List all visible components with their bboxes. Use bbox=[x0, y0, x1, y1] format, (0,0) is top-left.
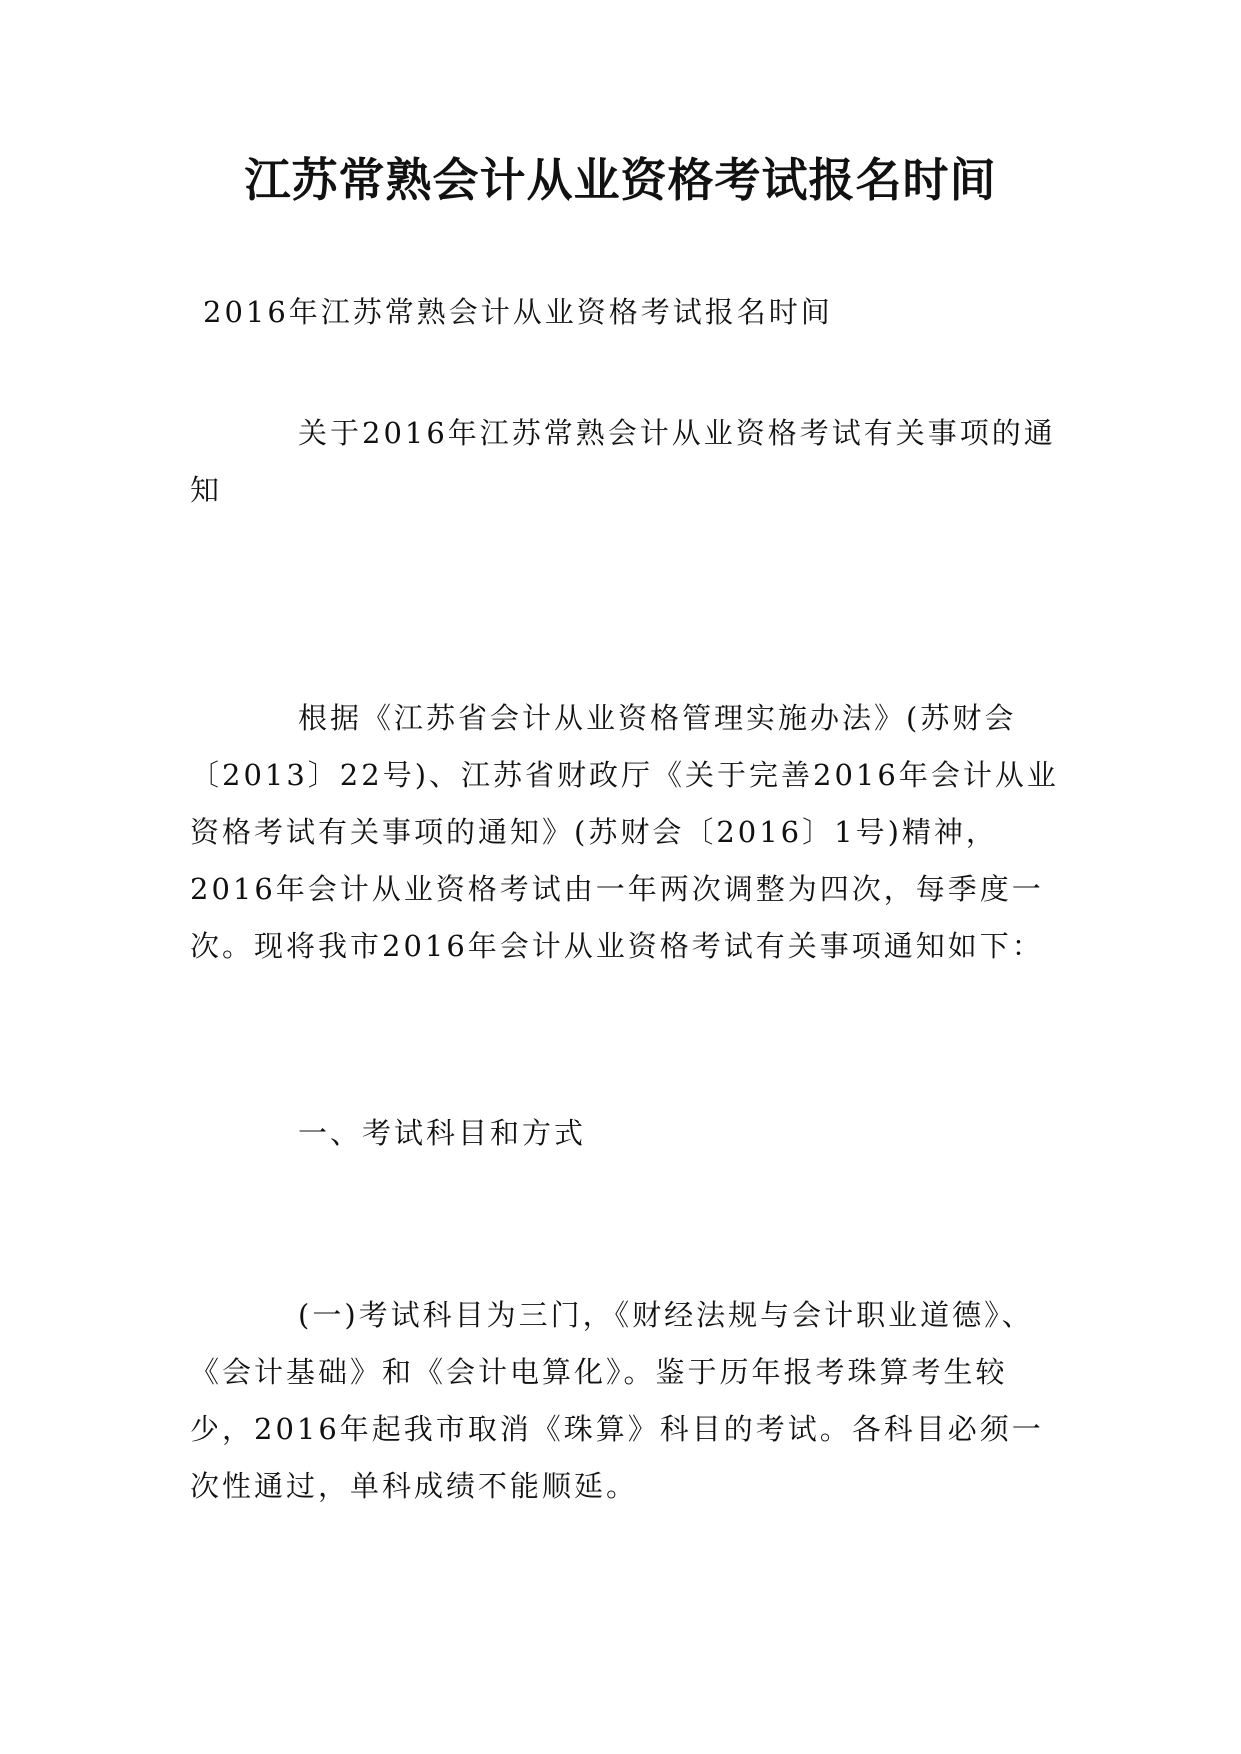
intro-paragraph: 根据《江苏省会计从业资格管理实施办法》(苏财会〔2013〕22号)、江苏省财政厅《关于完善2016年会计从业资格考试有关事项的通知》(苏财会〔2016〕1号)精神， 2016年会计从业资格考试由一年两次调整为四次，每季度一次。现将我市2016年会计从业资格考试有关事项通知如下： bbox=[190, 701, 1059, 963]
section-heading: 一、考试科目和方式 bbox=[298, 1116, 587, 1150]
document-subtitle: 2016年江苏常熟会计从业资格考试报名时间 bbox=[203, 295, 833, 329]
notice-heading-paragraph: 关于2016年江苏常熟会计从业资格考试有关事项的通知 bbox=[190, 416, 1056, 507]
exam-subjects-paragraph: (一)考试科目为三门，《财经法规与会计职业道德》、《会计基础》和《会计电算化》。鉴于历年报考珠算考生较少，2016年起我市取消《珠算》科目的考试。各科目必须一次性通过，单科成绩不能顺延。 bbox=[190, 1298, 1044, 1503]
document-title: 江苏常熟会计从业资格考试报名时间 bbox=[244, 153, 997, 207]
